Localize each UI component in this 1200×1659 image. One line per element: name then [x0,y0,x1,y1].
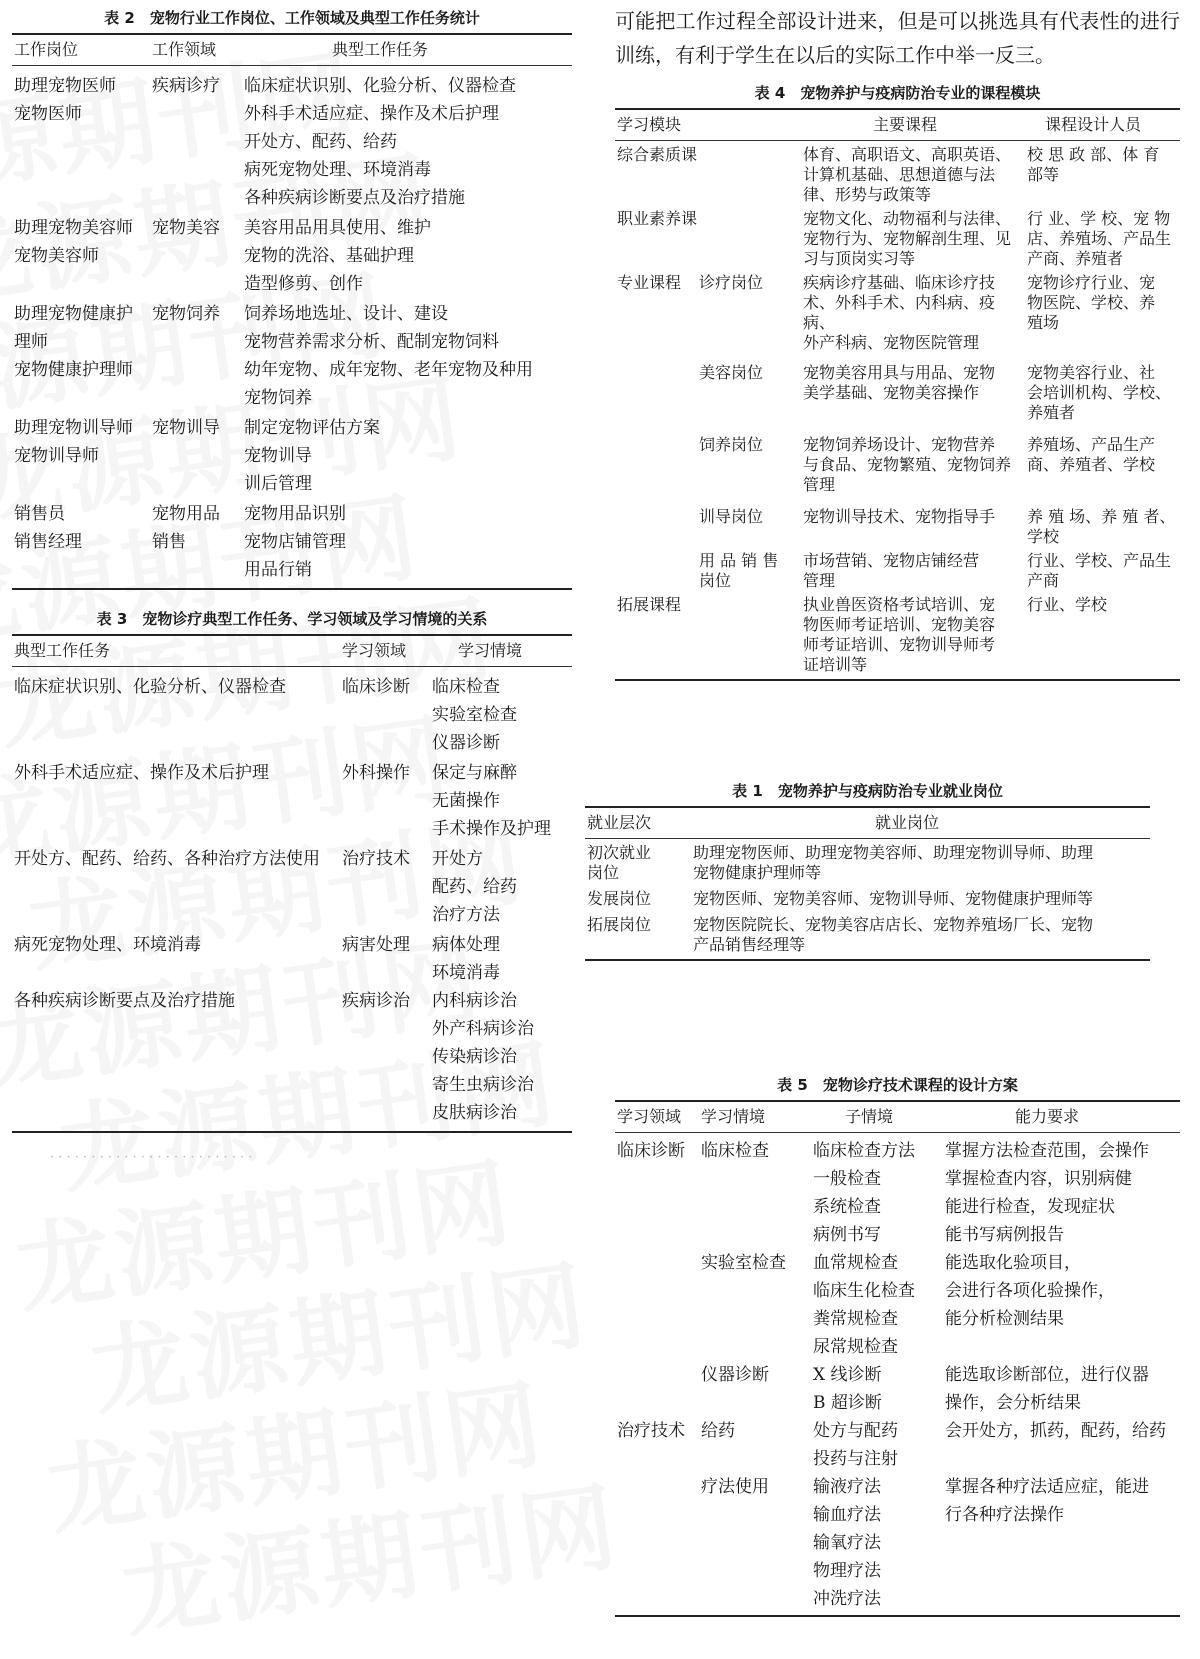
tasks-cell: 饲养场地选址、设计、建设 宠物营养需求分析、配制宠物饲料 幼年宠物、成年宠物、老年宠物及种用 宠物饲养 [244,304,533,408]
header-cell: 学习领域 [342,641,407,660]
task-cell: 外科手术适应症、操作及术后护理 [14,763,269,783]
table-row [585,843,1150,889]
ability-cell: 能选取诊断部位，进行仪器 操作，会分析结果 [945,1365,1149,1413]
table-header [12,636,572,666]
courses-cell: 疾病诊疗基础、临床诊疗技 术、外科手术、内科病、疫病、 外产科病、宠物医院管理 [803,273,996,352]
field-cell: 病害处理 [342,935,410,955]
courses-cell: 市场营销、宠物店铺经营 管理 [803,551,980,590]
table-2 [12,3,572,590]
table-row [615,209,1180,273]
table-row [12,500,572,588]
table-row [615,1249,1180,1361]
table-bottom-rule [615,679,1180,681]
watermark-line [9,1138,579,1327]
module-cell: 专业课程 [617,273,682,292]
module-cell: 拓展课程 [617,595,682,614]
table-bottom-rule [585,959,1150,961]
post-cell: 助理宠物医师 宠物医师 [14,76,116,124]
table-header-rule [12,666,572,667]
table-1 [585,776,1150,961]
table-row [12,759,572,845]
task-cell: 各种疾病诊断要点及治疗措施 [14,991,235,1011]
header-cell: 课程设计人员 [1045,115,1142,134]
scene-cell: 实验室检查 [701,1253,786,1273]
table-header-rule [615,1132,1180,1133]
table-header [12,35,572,65]
sub-scene-cell: X 线诊断 B 超诊断 [813,1365,882,1413]
table-4 [615,78,1180,681]
table-row [12,931,572,987]
header-cell: 就业层次 [587,813,652,832]
designers-cell: 行 业、学 校、宠 物 店、养殖场、产品生 产商、养殖者 [1027,209,1172,268]
table-header-rule [615,140,1180,141]
designers-cell: 宠物诊疗行业、宠 物医院、学校、养 殖场 [1027,273,1156,332]
table-header [585,808,1150,838]
field-cell: 外科操作 [342,763,410,783]
module-cell: 职业素养课 [617,209,698,228]
scene-cell: 仪器诊断 [701,1365,769,1385]
field-cell: 临床诊断 [617,1141,685,1161]
posts-cell: 宠物医院院长、宠物美容店店长、宠物养殖场厂长、宠物 产品销售经理等 [693,915,1094,954]
body-paragraph: 可能把工作过程全部设计进来，但是可以挑选具有代表性的进行训练，有利于学生在以后的实际工作中举一反三。 [615,9,1180,67]
tasks-cell: 制定宠物评估方案 宠物训导 训后管理 [244,418,380,494]
table-caption: 表 2 宠物行业工作岗位、工作领域及典型工作任务统计 [104,9,480,27]
header-cell: 典型工作任务 [332,40,429,59]
task-cell: 临床症状识别、化验分析、仪器检查 [14,677,286,697]
table-row [615,145,1180,209]
table-row [615,1137,1180,1249]
header-cell: 工作岗位 [14,40,79,59]
table-row [615,1361,1180,1417]
watermark-line [41,1360,611,1549]
field-cell: 宠物美容 [152,218,220,238]
ability-cell: 掌握方法检查范围，会操作 掌握检查内容，识别病健 能进行检查，发现症状 能书写病例报告 [945,1141,1149,1245]
field-cell: 疾病诊疗 [152,76,220,96]
field-cell: 治疗技术 [342,849,410,869]
scenes-cell: 内科病诊治 外产科病诊治 传染病诊治 寄生虫病诊治 皮肤病诊治 [432,991,534,1123]
header-cell: 学习情境 [458,641,523,660]
posts-cell: 助理宠物医师、助理宠物美容师、助理宠物训导师、助理 宠物健康护理师等 [693,843,1094,882]
scene-cell: 临床检查 [701,1141,769,1161]
table-bottom-rule [615,1615,1180,1617]
table-row [615,435,1180,507]
designers-cell: 行业、学校 [1027,595,1108,614]
table-3 [12,604,572,1133]
tasks-cell: 宠物用品识别 宠物店铺管理 用品行销 [244,504,346,580]
table-caption: 表 1 宠物养护与疫病防治专业就业岗位 [732,782,1003,800]
table-row [615,595,1180,679]
table-row [12,845,572,931]
header-cell: 典型工作任务 [14,641,111,660]
designers-cell: 校 思 政 部、体 育 部等 [1027,145,1160,184]
designers-cell: 宠物美容行业、社 会培训机构、学校、 养殖者 [1027,363,1172,422]
level-cell: 初次就业 岗位 [587,843,652,882]
sub-scene-cell: 血常规检查 临床生化检查 粪常规检查 尿常规检查 [813,1253,915,1357]
table-5 [615,1070,1180,1617]
designers-cell: 养 殖 场、养 殖 者、 学校 [1027,507,1176,546]
header-cell: 学习模块 [617,115,682,134]
field-cell: 宠物训导 [152,418,220,438]
header-cell: 子情境 [845,1107,894,1126]
table-header-rule [12,65,572,66]
table-row [585,915,1150,959]
module-cell: 综合素质课 [617,145,698,164]
sub-module-cell: 用 品 销 售 岗位 [699,551,779,590]
table-row [585,889,1150,915]
field-cell: 宠物用品 销售 [152,504,220,552]
table-row [12,987,572,1131]
post-cell: 助理宠物美容师 宠物美容师 [14,218,133,266]
header-cell: 能力要求 [1015,1107,1080,1126]
task-cell: 开处方、配药、给药、各种治疗方法使用 [14,849,320,869]
field-cell: 宠物饲养 [152,304,220,324]
level-cell: 发展岗位 [587,889,652,908]
ability-cell: 能选取化验项目， 会进行各项化验操作， 能分析检测结果 [945,1253,1115,1329]
table-row [615,551,1180,595]
table-row [615,273,1180,363]
sub-module-cell: 饲养岗位 [699,435,764,454]
table-row [615,363,1180,435]
post-cell: 助理宠物训导师 宠物训导师 [14,418,133,466]
task-cell: 病死宠物处理、环境消毒 [14,935,201,955]
watermark-line [116,1470,627,1650]
field-cell: 临床诊断 [342,677,410,697]
designers-cell: 养殖场、产品生产 商、养殖者、学校 [1027,435,1156,474]
table-row [615,1417,1180,1473]
sub-scene-cell: 临床检查方法 一般检查 系统检查 病例书写 [813,1141,915,1245]
header-cell: 就业岗位 [875,813,940,832]
sub-scene-cell: 处方与配药 投药与注射 [813,1421,898,1469]
ability-cell: 会开处方，抓药，配药，给药 [945,1421,1166,1441]
courses-cell: 执业兽医资格考试培训、宠 物医师考证培训、宠物美容 师考证培训、宠物训导师考 证培训等 [803,595,996,674]
courses-cell: 体育、高职语文、高职英语、 计算机基础、思想道德与法 律、形势与政策等 [803,145,1012,204]
courses-cell: 宠物美容用具与用品、宠物 美学基础、宠物美容操作 [803,363,996,402]
ability-cell: 掌握各种疗法适应症，能进 行各种疗法操作 [945,1477,1149,1525]
sub-scene-cell: 输液疗法 输血疗法 输氧疗法 物理疗法 冲洗疗法 [813,1477,881,1609]
table-row [12,214,572,300]
table-row [12,72,572,214]
level-cell: 拓展岗位 [587,915,652,934]
table-row [12,673,572,759]
table-header [615,110,1180,140]
field-cell: 疾病诊治 [342,991,410,1011]
posts-cell: 宠物医师、宠物美容师、宠物训导师、宠物健康护理师等 [693,889,1094,908]
table-row [615,507,1180,551]
header-cell: 学习领域 [617,1107,682,1126]
sub-module-cell: 训导岗位 [699,507,764,526]
header-cell: 主要课程 [873,115,938,134]
post-cell: 销售员 销售经理 [14,504,82,552]
header-cell: 工作领域 [152,40,217,59]
tasks-cell: 临床症状识别、化验分析、仪器检查 外科手术适应症、操作及术后护理 开处方、配药、给药 病死宠物处理、环境消毒 各种疾病诊断要点及治疗措施 [244,76,516,208]
sub-module-cell: 诊疗岗位 [699,273,764,292]
courses-cell: 宠物训导技术、宠物指导手 [803,507,996,526]
scenes-cell: 保定与麻醉 无菌操作 手术操作及护理 [432,763,551,839]
sub-module-cell: 美容岗位 [699,363,764,382]
table-row [12,300,572,414]
table-header [615,1102,1180,1132]
scenes-cell: 病体处理 环境消毒 [432,935,500,983]
table-caption: 表 4 宠物养护与疫病防治专业的课程模块 [754,84,1041,102]
faded-text-line: · · · · · · · · · · · · · · · · · · · · · · · · · [50,1150,253,1165]
scenes-cell: 临床检查 实验室检查 仪器诊断 [432,677,517,753]
scene-cell: 疗法使用 [701,1477,769,1497]
table-row [615,1473,1180,1615]
table-caption: 表 5 宠物诊疗技术课程的设计方案 [777,1076,1018,1094]
courses-cell: 宠物文化、动物福利与法律、 宠物行为、宠物解剖生理、见 习与顶岗实习等 [803,209,1012,268]
table-row [12,414,572,500]
watermark-line [84,1249,595,1429]
designers-cell: 行业、学校、产品生 产商 [1027,551,1172,590]
header-cell: 学习情境 [701,1107,766,1126]
table-bottom-rule [12,1131,572,1133]
table-header-rule [585,838,1150,839]
courses-cell: 宠物饲养场设计、宠物营养 与食品、宠物繁殖、宠物饲养 管理 [803,435,1012,494]
scenes-cell: 开处方 配药、给药 治疗方法 [432,849,517,925]
field-cell: 治疗技术 [617,1421,685,1441]
tasks-cell: 美容用品用具使用、维护 宠物的洗浴、基础护理 造型修剪、创作 [244,218,431,294]
table-caption: 表 3 宠物诊疗典型工作任务、学习领域及学习情境的关系 [96,610,488,628]
scene-cell: 给药 [701,1421,735,1441]
table-bottom-rule [12,588,572,590]
post-cell: 助理宠物健康护 理师 宠物健康护理师 [14,304,133,380]
